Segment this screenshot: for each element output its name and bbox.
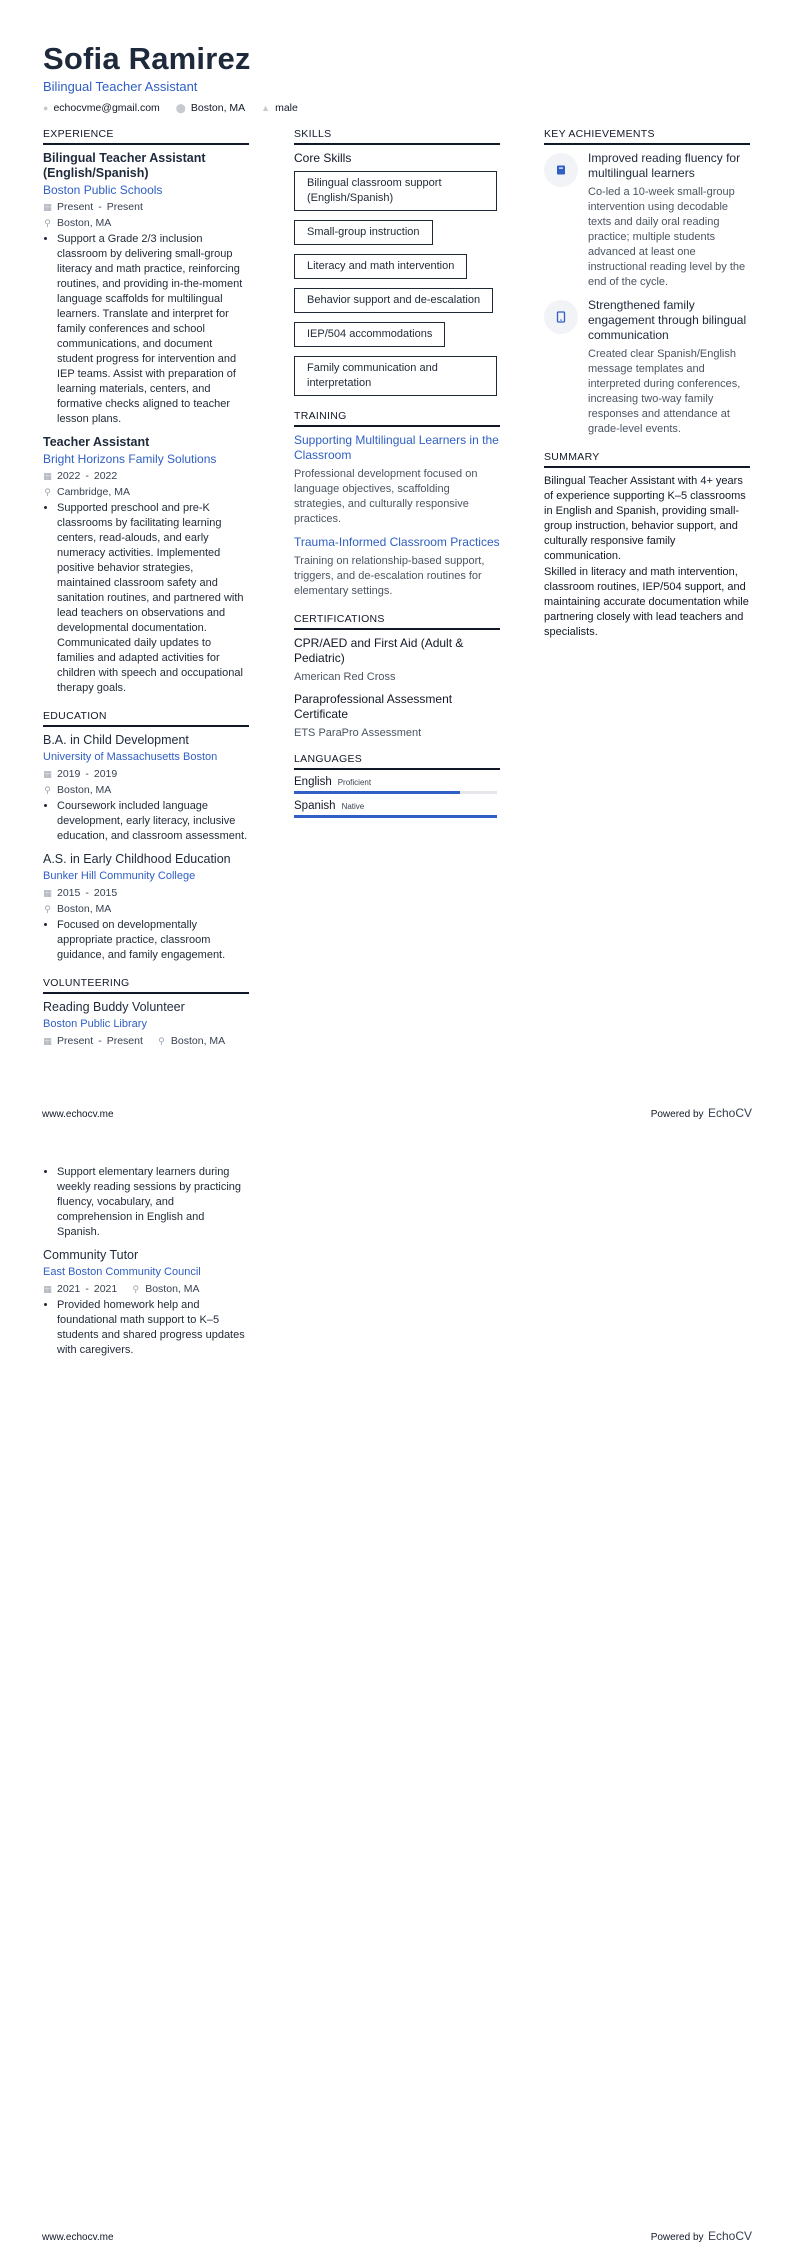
- language-bar: [294, 791, 497, 794]
- achievement-item: [544, 151, 750, 290]
- start-date: 2022: [57, 470, 81, 482]
- achievement-title: Strengthened family engagement through bilingual communication: [588, 298, 747, 342]
- end-date: 2021: [93, 1283, 118, 1295]
- start-date: Present: [57, 201, 94, 213]
- education-section: [43, 710, 249, 963]
- experience-heading: EXPERIENCE: [43, 128, 249, 145]
- page-footer: [42, 2227, 752, 2245]
- experience-entry: [43, 435, 249, 696]
- left-column: [43, 128, 249, 1062]
- job-title: Bilingual Teacher Assistant (English/Spanish): [43, 151, 206, 180]
- skills-heading: SKILLS: [294, 128, 500, 145]
- contact-email[interactable]: [43, 102, 160, 114]
- job-bullets: [43, 232, 249, 427]
- education-bullets: [43, 918, 249, 963]
- summary-heading: SUMMARY: [544, 451, 750, 468]
- achievements-heading: KEY ACHIEVEMENTS: [544, 128, 750, 145]
- job-location: [43, 216, 249, 230]
- location-pin-icon: ⬤: [175, 102, 186, 113]
- footer-powered: Powered by EchoCV: [650, 1106, 752, 1120]
- job-bullets: [43, 501, 249, 696]
- education-dates: ▦ 2019 - 2019: [43, 768, 118, 780]
- volunteer-bullet: • Support elementary learners during weekly reading sessions by practicing fluency, vocabulary, and comprehension in English and Spanish.: [57, 1165, 249, 1240]
- skill-chip: IEP/504 accommodations: [294, 322, 445, 347]
- volunteer-location: [131, 1282, 199, 1296]
- gender-text: male: [275, 102, 298, 114]
- page-footer: [42, 1104, 752, 1122]
- footer-powered: Powered by EchoCV: [650, 2229, 752, 2243]
- location-pin-icon: ⚲: [132, 1284, 140, 1294]
- location-text: Boston, MA: [57, 217, 112, 229]
- calendar-icon: ▦: [43, 202, 52, 212]
- skill-chip: Behavior support and de-escalation: [294, 288, 493, 313]
- job-dates: ▦ Present - Present: [43, 201, 143, 213]
- skill-chip: Literacy and math intervention: [294, 254, 467, 279]
- footer-site-link[interactable]: www.echocv.me: [42, 1109, 114, 1120]
- end-date: 2022: [93, 470, 118, 482]
- achievement-description: Co-led a 10-week small-group intervention using decodable texts and daily oral reading practice; multiple students advanced at least one instructional reading level by the end of the cycle.: [588, 186, 746, 288]
- education-dates: ▦ 2015 - 2015: [43, 887, 118, 899]
- calendar-icon: ▦: [43, 769, 52, 779]
- volunteer-bullet: • Provided homework help and foundational math support to K–5 students and shared progress updates with caregivers.: [57, 1298, 249, 1358]
- start-date: 2015: [57, 887, 81, 899]
- job-location: [43, 485, 249, 499]
- training-section: [294, 410, 500, 599]
- employer: Boston Public Schools: [43, 183, 163, 197]
- achievement-title: Improved reading fluency for multilingual learners: [588, 151, 741, 180]
- volunteering-section: [43, 977, 249, 1048]
- degree: B.A. in Child Development: [43, 733, 189, 747]
- calendar-icon: ▦: [43, 1036, 52, 1046]
- volunteering-entry: [43, 1248, 249, 1358]
- volunteer-dates: ▦ Present - Present: [43, 1035, 143, 1047]
- experience-section: [43, 128, 249, 696]
- volunteer-role: Community Tutor: [43, 1248, 139, 1262]
- volunteer-meta: [43, 1032, 249, 1048]
- achievements-section: [544, 128, 750, 437]
- volunteering-entry-continued: [43, 1165, 249, 1240]
- education-location: [43, 902, 249, 916]
- languages-section: [294, 753, 500, 818]
- skills-section: [294, 128, 500, 396]
- certification-issuer: American Red Cross: [294, 671, 396, 683]
- footer-site-link[interactable]: www.echocv.me: [42, 2232, 114, 2243]
- email-text: echocvme@gmail.com: [53, 102, 160, 114]
- end-date: Present: [106, 201, 143, 213]
- job-title: Teacher Assistant: [43, 435, 150, 449]
- language-bar-fill: [294, 791, 460, 794]
- calendar-icon: ▦: [43, 888, 52, 898]
- candidate-role: Bilingual Teacher Assistant: [43, 79, 198, 94]
- volunteering-entry: [43, 1000, 249, 1048]
- calendar-icon: ▦: [43, 1284, 52, 1294]
- school: University of Massachusetts Boston: [43, 751, 218, 763]
- education-bullets: [43, 799, 249, 844]
- skill-chip: Family communication and interpretation: [294, 356, 497, 396]
- end-date: Present: [106, 1035, 143, 1047]
- certification-title: Paraprofessional Assessment Certificate: [294, 692, 453, 721]
- location-pin-icon: ⚲: [158, 1036, 165, 1046]
- education-bullet: • Focused on developmentally appropriate practice, classroom guidance, and family engagement.: [57, 918, 249, 963]
- languages-heading: LANGUAGES: [294, 753, 500, 770]
- training-description: Professional development focused on language objectives, scaffolding strategies, and culturally responsive practices.: [294, 468, 478, 525]
- middle-column: [294, 128, 500, 832]
- achievement-item: [544, 298, 750, 437]
- right-column: [544, 128, 750, 654]
- education-entry: [43, 852, 249, 963]
- volunteer-dates: ▦ 2021 - 2021: [43, 1283, 118, 1295]
- job-dates: ▦ 2022 - 2022: [43, 470, 118, 482]
- training-heading: TRAINING: [294, 410, 500, 427]
- volunteer-location: [157, 1034, 225, 1048]
- location-text: Boston, MA: [57, 903, 112, 915]
- tablet-icon: [544, 300, 578, 334]
- language-level: Proficient: [337, 778, 372, 787]
- training-title: Supporting Multilingual Learners in the Classroom: [294, 433, 499, 462]
- location-text: Boston, MA: [57, 784, 112, 796]
- person-icon: ▲: [261, 103, 271, 113]
- education-heading: EDUCATION: [43, 710, 249, 727]
- start-date: 2021: [57, 1283, 81, 1295]
- language-level: Native: [341, 802, 365, 811]
- end-date: 2015: [93, 887, 118, 899]
- education-bullet: • Coursework included language development, early literacy, inclusive education, and classroom assessment.: [57, 799, 249, 844]
- volunteer-bullets: [43, 1298, 249, 1358]
- volunteer-org: East Boston Community Council: [43, 1266, 201, 1278]
- education-entry: [43, 733, 249, 844]
- start-date: 2019: [57, 768, 81, 780]
- location-pin-icon: ⚲: [44, 487, 51, 497]
- candidate-name: Sofia Ramirez: [43, 41, 251, 76]
- resume-page-2: [0, 1123, 794, 2246]
- experience-entry: [43, 151, 249, 427]
- end-date: 2019: [93, 768, 118, 780]
- certifications-heading: CERTIFICATIONS: [294, 613, 500, 630]
- left-column-continued: [43, 1163, 249, 1366]
- certification-issuer: ETS ParaPro Assessment: [294, 727, 422, 739]
- location-text: Boston, MA: [145, 1283, 200, 1295]
- volunteer-meta: [43, 1280, 249, 1296]
- certification-title: CPR/AED and First Aid (Adult & Pediatric): [294, 636, 464, 665]
- book-icon: [544, 153, 578, 187]
- contact-location: [176, 102, 245, 114]
- volunteer-org: Boston Public Library: [43, 1018, 147, 1030]
- skill-chip: Bilingual classroom support (English/Spanish): [294, 171, 497, 211]
- language-bar: [294, 815, 497, 818]
- volunteering-heading: VOLUNTEERING: [43, 977, 249, 994]
- training-description: Training on relationship-based support, triggers, and de-escalation routines for elementary settings.: [294, 555, 485, 597]
- email-icon: ●: [43, 103, 49, 113]
- language-bar-fill: [294, 815, 497, 818]
- location-pin-icon: ⚲: [44, 904, 51, 914]
- contact-gender: [261, 102, 298, 114]
- skill-chip: Small-group instruction: [294, 220, 433, 245]
- certifications-section: [294, 613, 500, 739]
- education-location: [43, 783, 249, 797]
- location-text: Boston, MA: [190, 102, 246, 114]
- resume-header: [43, 40, 753, 114]
- job-bullet: • Supported preschool and pre-K classrooms by facilitating learning centers, read-alouds, and early numeracy activities. Implemented positive behavior strategies, maintained classroom safety and sanitation routines, and partnered with lead teachers on observations and developmental documentation. Communicated daily updates to families and adapted activities for children with speech and occupational therapy goals.: [57, 501, 249, 696]
- school: Bunker Hill Community College: [43, 870, 196, 882]
- employer: Bright Horizons Family Solutions: [43, 452, 217, 466]
- summary-section: [544, 451, 750, 640]
- location-text: Cambridge, MA: [57, 486, 130, 498]
- language-name: Spanish: [294, 800, 336, 812]
- job-bullet: • Support a Grade 2/3 inclusion classroom by delivering small-group literacy and math practice, reinforcing routines, and providing in-the-moment language scaffolds for multilingual learners. Translate and interpret for family conferences and school communications, and document student progress for intervention and IEP teams. Assist with preparation of learning materials, centers, and formative checks aligned to teacher lesson plans.: [57, 232, 249, 427]
- summary-paragraph: Skilled in literacy and math intervention, classroom routines, IEP/504 support, and maintaining accurate documentation while partnering closely with lead teachers and specialists.: [544, 566, 749, 638]
- start-date: Present: [57, 1035, 94, 1047]
- brand-logo[interactable]: EchoCV: [707, 1106, 752, 1120]
- brand-logo[interactable]: EchoCV: [707, 2229, 752, 2243]
- language-item: [294, 800, 500, 818]
- skills-subheading: Core Skills: [294, 151, 352, 165]
- language-item: [294, 776, 500, 794]
- contact-row: [43, 102, 753, 114]
- location-pin-icon: ⚲: [44, 218, 51, 228]
- training-title: Trauma-Informed Classroom Practices: [294, 535, 500, 549]
- language-name: English: [294, 776, 332, 788]
- volunteer-role: Reading Buddy Volunteer: [43, 1000, 185, 1014]
- summary-paragraph: Bilingual Teacher Assistant with 4+ years of experience supporting K–5 classrooms in English and Spanish, providing small-group instruction, behavior support, and culturally responsive family communication.: [544, 475, 746, 562]
- achievement-description: Created clear Spanish/English message templates and interpreted during conferences, increasing two-way family responses and attendance at grade-level events.: [588, 348, 741, 435]
- location-pin-icon: ⚲: [44, 785, 51, 795]
- degree: A.S. in Early Childhood Education: [43, 852, 231, 866]
- location-text: Boston, MA: [170, 1035, 226, 1047]
- volunteer-bullets: [43, 1165, 249, 1240]
- calendar-icon: ▦: [43, 471, 52, 481]
